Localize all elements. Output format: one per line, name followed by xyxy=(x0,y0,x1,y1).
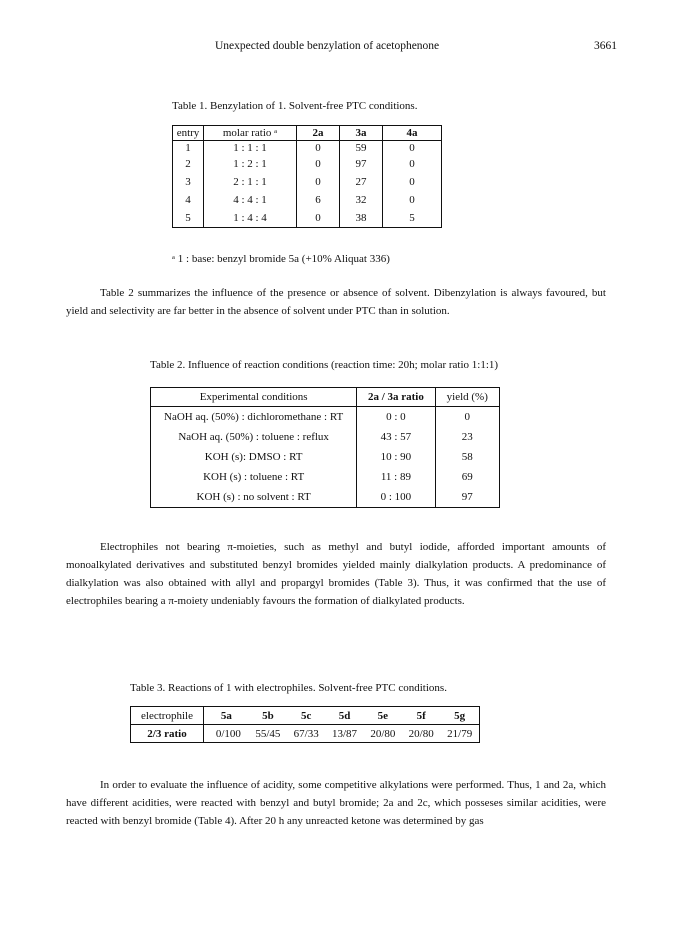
table3-row-label: 2/3 ratio xyxy=(131,725,204,743)
table-cell: 2 xyxy=(173,155,204,173)
table-cell: 0 xyxy=(383,191,442,209)
table3-electrophile-row xyxy=(131,707,480,725)
table-cell: 1 : 4 : 4 xyxy=(204,209,297,228)
table-cell: 6 xyxy=(297,191,340,209)
table-row xyxy=(151,487,500,508)
table-cell: 1 : 2 : 1 xyxy=(204,155,297,173)
table-cell: 3 xyxy=(173,173,204,191)
table-cell: 0 xyxy=(383,155,442,173)
table-cell: 0 xyxy=(297,155,340,173)
table-cell: KOH (s) : no solvent : RT xyxy=(151,487,357,508)
table-row xyxy=(173,141,442,156)
table-cell: 97 xyxy=(435,487,499,508)
table-cell: 1 : 1 : 1 xyxy=(204,141,297,156)
table-cell: 0 : 0 xyxy=(357,407,435,428)
table-cell: 0 xyxy=(383,173,442,191)
table-cell: 32 xyxy=(340,191,383,209)
table-cell: 11 : 89 xyxy=(357,467,435,487)
table3-caption: Table 3. Reactions of 1 with electrophiles. Solvent-free PTC conditions. xyxy=(130,682,447,694)
table1-header-cell: molar ratio ᵃ xyxy=(204,126,297,141)
table-cell: 4 : 4 : 1 xyxy=(204,191,297,209)
table-cell: 5b xyxy=(249,707,287,725)
table1-header-cell: 2a xyxy=(297,126,340,141)
table-cell: 0 xyxy=(435,407,499,428)
table2-caption: Table 2. Influence of reaction conditions (reaction time: 20h; molar ratio 1:1:1) xyxy=(150,359,499,371)
table2-header-row xyxy=(151,388,500,407)
table-cell: 0 xyxy=(297,209,340,228)
table-cell: 4 xyxy=(173,191,204,209)
table-cell: 5a xyxy=(204,707,249,725)
table-cell: 5 xyxy=(173,209,204,228)
table-row xyxy=(173,173,442,191)
table-row xyxy=(151,407,500,428)
table1-header-row xyxy=(173,126,442,141)
table-cell: 27 xyxy=(340,173,383,191)
table1-header-cell: entry xyxy=(173,126,204,141)
table-cell: NaOH aq. (50%) : toluene : reflux xyxy=(151,427,357,447)
table-cell: KOH (s): DMSO : RT xyxy=(151,447,357,467)
table-cell: 20/80 xyxy=(402,725,440,743)
page-number: 3661 xyxy=(594,40,617,52)
table-row xyxy=(151,467,500,487)
table3 xyxy=(130,706,480,743)
table-cell: 5d xyxy=(325,707,363,725)
table-cell: NaOH aq. (50%) : dichloromethane : RT xyxy=(151,407,357,428)
table1-caption: Table 1. Benzylation of 1. Solvent-free PTC conditions. xyxy=(172,100,418,112)
paragraph-text: In order to evaluate the influence of acidity, some competitive alkylations were performed. Thus, 1 and 2a, which have different acidities, were reacted with benzyl and butyl bromide; 2a and 2c, which posseses similar acidities, were reacted with benzyl bromide (Table 4). After 20 h any unreacted ketone was determined by gas xyxy=(66,779,606,827)
table-cell: 55/45 xyxy=(249,725,287,743)
table-cell: 38 xyxy=(340,209,383,228)
table-cell: 67/33 xyxy=(287,725,325,743)
table1-footnote: ᵃ 1 : base: benzyl bromide 5a (+10% Aliquat 336) xyxy=(172,253,390,265)
table-cell: 20/80 xyxy=(364,725,402,743)
table-row xyxy=(173,191,442,209)
table-cell: 58 xyxy=(435,447,499,467)
table-cell: 10 : 90 xyxy=(357,447,435,467)
table-row xyxy=(151,447,500,467)
table-cell: 5e xyxy=(364,707,402,725)
paragraph-text: Table 2 summarizes the influence of the presence or absence of solvent. Dibenzylation is always favoured, but yield and selectivity are far better in the absence of solvent under PTC than in solution. xyxy=(66,287,606,317)
table2-header-cell: yield (%) xyxy=(435,388,499,407)
table-cell: 5g xyxy=(440,707,479,725)
table-cell: 5 xyxy=(383,209,442,228)
table-cell: 2 : 1 : 1 xyxy=(204,173,297,191)
table-cell: 0 xyxy=(297,173,340,191)
table-cell: 1 xyxy=(173,141,204,156)
table1-header-cell: 4a xyxy=(383,126,442,141)
table-cell: 13/87 xyxy=(325,725,363,743)
table1 xyxy=(172,125,442,228)
table-cell: 69 xyxy=(435,467,499,487)
table-cell: 59 xyxy=(340,141,383,156)
table3-ratio-row xyxy=(131,725,480,743)
table2 xyxy=(150,387,500,508)
table2-header-cell: 2a / 3a ratio xyxy=(357,388,435,407)
paragraph xyxy=(66,284,606,320)
running-title: Unexpected double benzylation of acetophenone xyxy=(215,40,440,52)
table-row xyxy=(173,155,442,173)
paragraph-text: Electrophiles not bearing π-moieties, such as methyl and butyl iodide, afforded important amounts of monoalkylated derivatives and substituted benzyl bromides yielded mainly dialkylation products. A predominance of dialkylation was also obtained with allyl and propargyl bromides (Table 3). Thus, it was confirmed that the use of electrophiles bearing a π-moiety undeniably favours the formation of dialkylated products. xyxy=(66,541,606,607)
table-cell: 0 xyxy=(297,141,340,156)
table-row xyxy=(151,427,500,447)
table-cell: 23 xyxy=(435,427,499,447)
table-cell: 21/79 xyxy=(440,725,479,743)
table1-header-cell: 3a xyxy=(340,126,383,141)
table-cell: 43 : 57 xyxy=(357,427,435,447)
table-cell: 0 : 100 xyxy=(357,487,435,508)
table-cell: KOH (s) : toluene : RT xyxy=(151,467,357,487)
table-row xyxy=(173,209,442,228)
table-cell: 5c xyxy=(287,707,325,725)
paragraph xyxy=(66,538,606,610)
table-cell: 5f xyxy=(402,707,440,725)
table2-header-cell: Experimental conditions xyxy=(151,388,357,407)
table-cell: 0/100 xyxy=(204,725,249,743)
paragraph xyxy=(66,776,606,830)
table-cell: 97 xyxy=(340,155,383,173)
table-cell: 0 xyxy=(383,141,442,156)
table3-row-label: electrophile xyxy=(131,707,204,725)
